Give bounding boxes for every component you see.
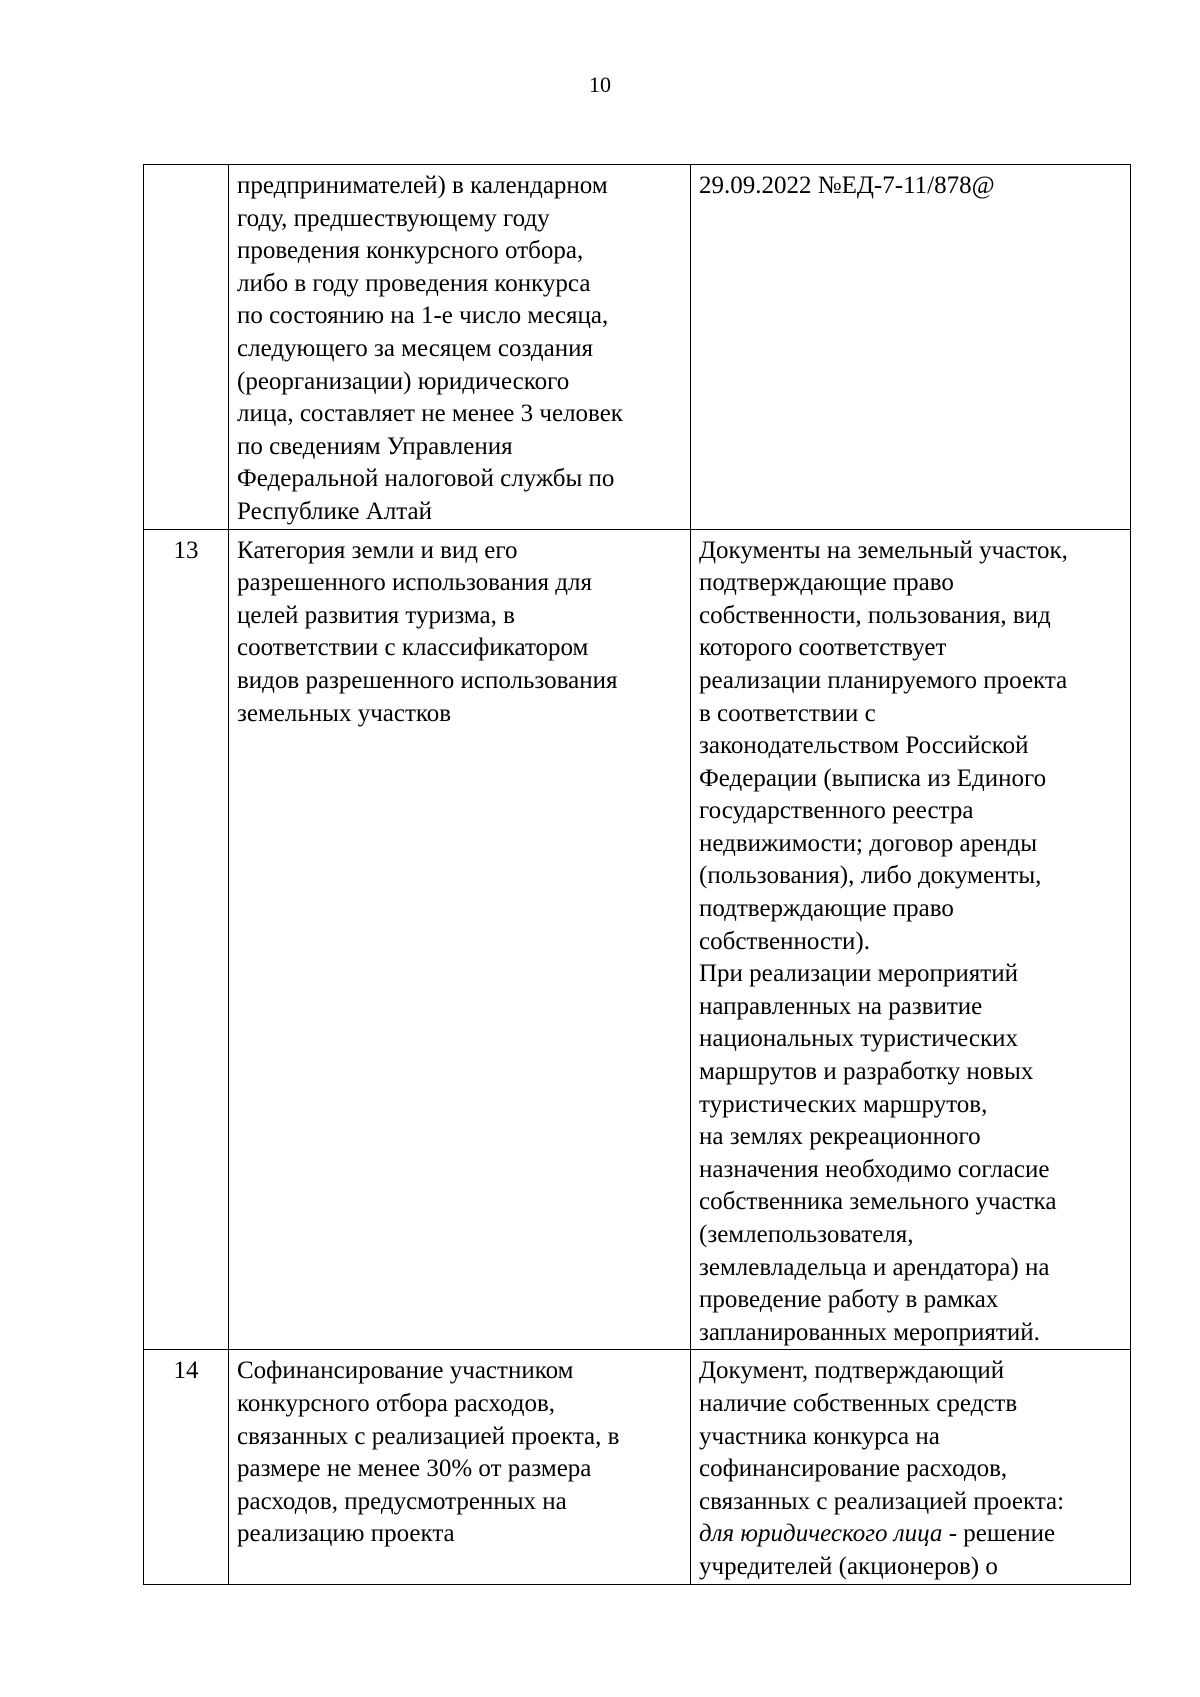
page-number: 10: [589, 72, 611, 97]
text-line: по сведениям Управления: [237, 432, 513, 460]
text-line: 29.09.2022 №ЕД-7-11/878@: [699, 172, 995, 199]
text-fragment: - решение: [942, 1520, 1056, 1548]
row-number: [144, 165, 229, 530]
text-line: лица, составляет не менее 3 человек: [237, 400, 623, 428]
text-line: реализации планируемого проекта: [699, 666, 1068, 694]
text-line: маршрутов и разработку новых: [699, 1058, 1034, 1086]
table-row: [144, 165, 1131, 530]
row-number: 14: [144, 1350, 229, 1584]
text-line: учредителей (акционеров) о: [699, 1552, 998, 1580]
text-line: разрешенного использования для: [237, 569, 592, 597]
documents-cell: [691, 165, 1131, 530]
text-line: либо в году проведения конкурса: [237, 269, 591, 297]
table-row: [144, 529, 1131, 1350]
text-line: подтверждающие право: [699, 895, 954, 923]
text-line: Федерации (выписка из Единого: [699, 764, 1047, 792]
text-line: участника конкурса на: [699, 1422, 940, 1450]
criterion-cell: [229, 1350, 691, 1584]
text-line: Федеральной налоговой службы по: [237, 465, 615, 493]
text-line: собственности).: [699, 927, 870, 955]
text-line: государственного реестра: [699, 797, 974, 825]
criterion-cell: [229, 165, 691, 530]
text-line: законодательством Российской: [699, 732, 1029, 760]
text-line: земельных участков: [237, 699, 452, 727]
text-line: которого соответствует: [699, 634, 947, 662]
text-line: расходов, предусмотренных на: [237, 1487, 567, 1515]
text-line: землевладельца и арендатора) на: [699, 1253, 1050, 1281]
text-line: софинансирование расходов,: [699, 1455, 1008, 1483]
text-line: видов разрешенного использования: [237, 666, 618, 694]
documents-cell: [691, 1350, 1131, 1584]
text-line: конкурсного отбора расходов,: [237, 1389, 556, 1417]
criterion-cell: [229, 529, 691, 1350]
text-line: следующего за месяцем создания: [237, 334, 593, 362]
text-line: реализацию проекта: [237, 1520, 455, 1548]
italic-text: для юридического лица: [699, 1520, 943, 1548]
text-line: по состоянию на 1-е число месяца,: [237, 302, 609, 330]
text-line: проведения конкурсного отбора,: [237, 237, 584, 265]
text-line: соответствии с классификатором: [237, 634, 589, 662]
text-line: (землепользователя,: [699, 1221, 914, 1248]
text-line: предпринимателей) в календарном: [237, 172, 608, 199]
text-line: подтверждающие право: [699, 569, 954, 597]
text-line: размере не менее 30% от размера: [237, 1455, 592, 1483]
row-number: 13: [144, 529, 229, 1350]
text-line: связанных с реализацией проекта, в: [237, 1422, 620, 1450]
text-line: году, предшествующему году: [237, 204, 550, 232]
text-line: Категория земли и вид его: [237, 536, 518, 564]
text-line: в соответствии с: [699, 699, 876, 727]
documents-cell: [691, 529, 1131, 1350]
text-line: собственника земельного участка: [699, 1188, 1057, 1216]
text-line: направленных на развитие: [699, 992, 983, 1020]
text-line: (реорганизации) юридического: [237, 367, 570, 395]
text-line: проведение работу в рамках: [699, 1286, 999, 1314]
text-line: целей развития туризма, в: [237, 601, 515, 629]
text-line: туристических маршрутов,: [699, 1090, 988, 1118]
text-line-mixed: [699, 1518, 1122, 1551]
text-line: запланированных мероприятий.: [699, 1318, 1040, 1346]
table-row: [144, 1350, 1131, 1584]
text-line: связанных с реализацией проекта:: [699, 1487, 1065, 1515]
text-line: наличие собственных средств: [699, 1389, 1018, 1417]
text-line: Софинансирование участником: [237, 1357, 574, 1385]
text-line: национальных туристических: [699, 1025, 1019, 1053]
requirements-table: [143, 164, 1131, 1585]
text-line: Документы на земельный участок,: [699, 536, 1068, 564]
text-line: собственности, пользования, вид: [699, 601, 1051, 629]
text-line: При реализации мероприятий: [699, 960, 1018, 988]
text-line: (пользования), либо документы,: [699, 862, 1042, 890]
text-line: недвижимости; договор аренды: [699, 829, 1038, 857]
text-line: Документ, подтверждающий: [699, 1357, 1005, 1385]
text-line: назначения необходимо согласие: [699, 1155, 1050, 1183]
text-line: на землях рекреационного: [699, 1123, 981, 1151]
text-line: Республике Алтай: [237, 497, 432, 525]
